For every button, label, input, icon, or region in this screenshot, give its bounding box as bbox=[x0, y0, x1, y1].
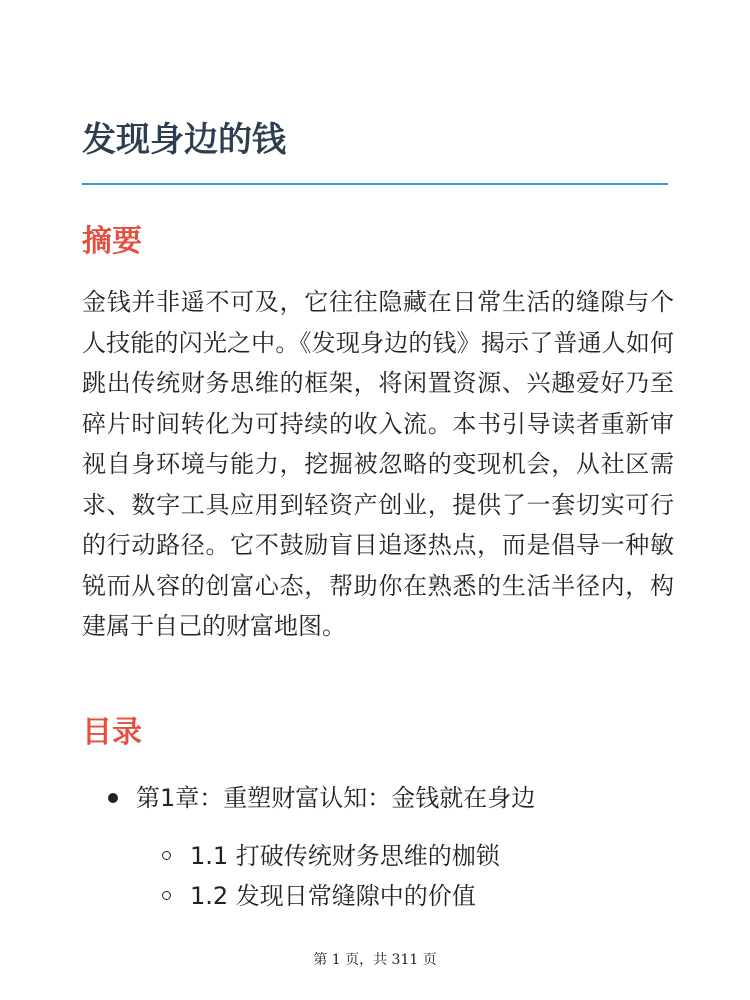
bullet-circle-icon bbox=[162, 851, 171, 860]
summary-paragraph: 金钱并非遥不可及，它往往隐藏在日常生活的缝隙与个人技能的闪光之中。《发现身边的钱》揭示了普通人如何跳出传统财务思维的框架，将闲置资源、兴趣爱好乃至碎片时间转化为可持续的收入流。本书引导读者重新审视自身环境与能力，挖掘被忽略的变现机会，从社区需求、数字工具应用到轻资产创业，提供了一套切实可行的行动路径。它不鼓励盲目追逐热点，而是倡导一种敏锐而从容的创富心态，帮助你在熟悉的生活半径内，构建属于自己的财富地图。 bbox=[82, 288, 674, 640]
bullet-disc-icon bbox=[108, 793, 118, 803]
page-title: 发现身边的钱 bbox=[82, 120, 286, 160]
bullet-circle-icon bbox=[162, 891, 171, 900]
page-footer: 第 1 页，共 311 页 bbox=[313, 952, 437, 968]
toc-section-1-1[interactable]: 1.1 打破传统财务思维的枷锁 bbox=[190, 842, 500, 870]
summary-heading: 摘要 bbox=[82, 224, 142, 259]
title-divider bbox=[82, 183, 668, 185]
toc-section-1-2[interactable]: 1.2 发现日常缝隙中的价值 bbox=[190, 882, 476, 910]
toc-chapter-1[interactable]: 第1章：重塑财富认知：金钱就在身边 bbox=[136, 784, 536, 812]
toc-heading: 目录 bbox=[82, 715, 142, 750]
